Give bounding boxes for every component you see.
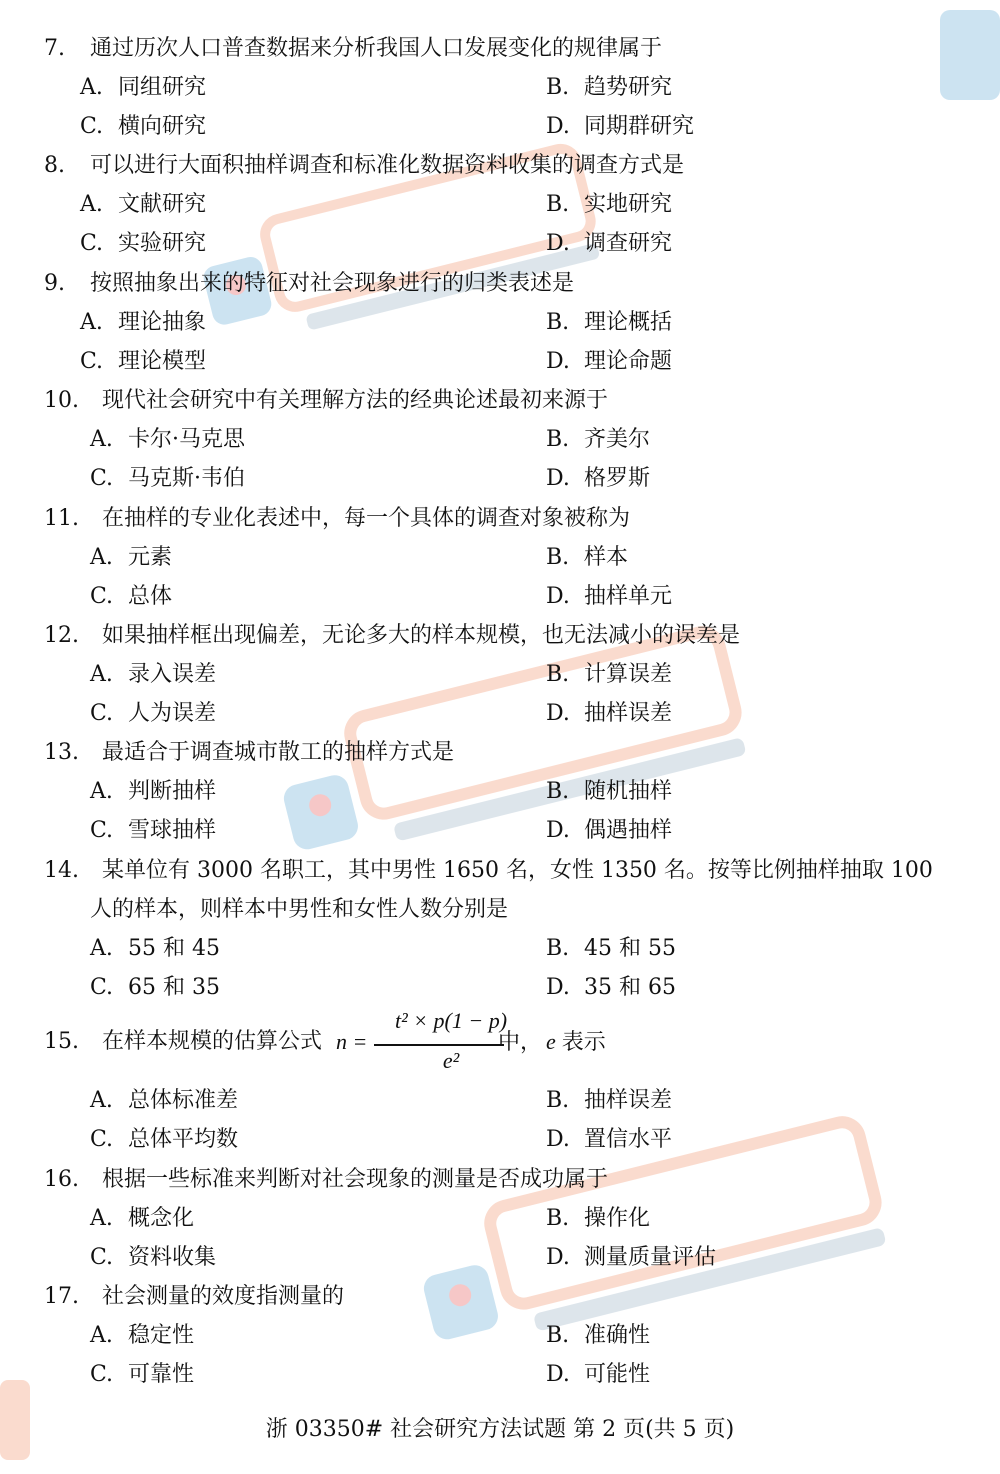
question-12 — [44, 620, 740, 652]
question-7 — [44, 33, 662, 65]
formula-lhs: n = — [336, 1029, 368, 1054]
option-c: C. 总体 — [90, 584, 173, 609]
question-text: 现代社会研究中有关理解方法的经典论述最初来源于 — [102, 388, 609, 413]
question-text: 某单位有 3000 名职工，其中男性 1650 名，女性 1350 名。按等比例抽样抽取 100 — [102, 858, 933, 883]
formula-bar — [374, 1044, 504, 1046]
question-text: 在样本规模的估算公式 — [102, 1029, 323, 1054]
option-d: D. 抽样误差 — [546, 701, 673, 726]
question-number: 10. — [44, 388, 79, 413]
question-number: 12. — [44, 623, 79, 648]
option-c: C. 人为误差 — [90, 701, 217, 726]
question-text: 通过历次人口普查数据来分析我国人口发展变化的规律属于 — [90, 36, 663, 61]
question-15-tail: 中， e 表示 — [498, 1029, 606, 1055]
option-d: D. 抽样单元 — [546, 584, 673, 609]
question-number: 15. — [44, 1029, 79, 1054]
question-text: 在抽样的专业化表述中，每一个具体的调查对象被称为 — [102, 506, 631, 531]
question-13 — [44, 737, 454, 769]
option-b: B. 齐美尔 — [546, 427, 651, 452]
option-a: A. 判断抽样 — [90, 779, 217, 804]
option-c: C. 可靠性 — [90, 1362, 195, 1387]
question-number: 16. — [44, 1167, 79, 1192]
question-number: 9. — [44, 271, 65, 296]
question-number: 13. — [44, 740, 79, 765]
option-b: B. 计算误差 — [546, 662, 673, 687]
question-10 — [44, 385, 608, 417]
option-a: A. 稳定性 — [90, 1323, 195, 1348]
option-a: A. 理论抽象 — [80, 310, 207, 335]
option-a: A. 文献研究 — [80, 192, 207, 217]
option-a: A. 总体标准差 — [90, 1088, 239, 1113]
question-text: 按照抽象出来的特征对社会现象进行的归类表述是 — [90, 271, 575, 296]
question-number: 11. — [44, 506, 79, 531]
question-15 — [44, 1026, 322, 1058]
option-b: B. 随机抽样 — [546, 779, 673, 804]
watermark-logo-icon — [255, 620, 775, 850]
option-a: A. 同组研究 — [80, 75, 207, 100]
option-b: B. 趋势研究 — [546, 75, 673, 100]
option-b: B. 抽样误差 — [546, 1088, 673, 1113]
question-number: 7. — [44, 36, 65, 61]
option-d: D. 调查研究 — [546, 231, 673, 256]
option-c: C. 总体平均数 — [90, 1127, 239, 1152]
question-16 — [44, 1164, 608, 1196]
option-c: C. 理论模型 — [80, 349, 207, 374]
option-c: C. 马克斯·韦伯 — [90, 466, 245, 491]
option-d: D. 偶遇抽样 — [546, 818, 673, 843]
question-number: 14. — [44, 858, 79, 883]
option-a: A. 55 和 45 — [90, 936, 220, 961]
question-8 — [44, 150, 684, 182]
watermark-corner-top-right — [930, 0, 1000, 110]
question-text: 如果抽样框出现偏差，无论多大的样本规模，也无法减小的误差是 — [102, 623, 741, 648]
question-14-continued: 人的样本，则样本中男性和女性人数分别是 — [90, 897, 509, 922]
question-number: 8. — [44, 153, 65, 178]
page-footer: 浙 03350# 社会研究方法试题 第 2 页(共 5 页) — [265, 1417, 735, 1442]
option-a: A. 录入误差 — [90, 662, 217, 687]
question-9 — [44, 268, 574, 300]
watermark-logo-2 — [255, 620, 775, 850]
option-b: B. 样本 — [546, 545, 629, 570]
option-b: B. 理论概括 — [546, 310, 673, 335]
question-14 — [44, 855, 933, 887]
option-b: B. 45 和 55 — [546, 936, 676, 961]
option-b: B. 操作化 — [546, 1206, 651, 1231]
option-b: B. 准确性 — [546, 1323, 651, 1348]
question-text: 最适合于调查城市散工的抽样方式是 — [102, 740, 455, 765]
option-b: B. 实地研究 — [546, 192, 673, 217]
option-d: D. 置信水平 — [546, 1127, 673, 1152]
option-d: D. 同期群研究 — [546, 114, 695, 139]
option-c: C. 65 和 35 — [90, 975, 220, 1000]
option-d: D. 35 和 65 — [546, 975, 676, 1000]
option-d: D. 格罗斯 — [546, 466, 651, 491]
question-text: 社会测量的效度指测量的 — [102, 1284, 345, 1309]
question-text: 可以进行大面积抽样调查和标准化数据资料收集的调查方式是 — [90, 153, 685, 178]
option-d: D. 理论命题 — [546, 349, 673, 374]
question-17 — [44, 1281, 344, 1313]
option-a: A. 元素 — [90, 545, 173, 570]
option-d: D. 可能性 — [546, 1362, 651, 1387]
option-a: A. 概念化 — [90, 1206, 195, 1231]
option-c: C. 雪球抽样 — [90, 818, 217, 843]
question-number: 17. — [44, 1284, 79, 1309]
question-11 — [44, 503, 630, 535]
option-c: C. 资料收集 — [90, 1245, 217, 1270]
option-c: C. 横向研究 — [80, 114, 207, 139]
formula-denominator: e² — [442, 1048, 460, 1073]
question-text: 根据一些标准来判断对社会现象的测量是否成功属于 — [102, 1167, 609, 1192]
formula-numerator: t² × p(1 − p) — [394, 1008, 508, 1033]
option-a: A. 卡尔·马克思 — [90, 427, 245, 452]
option-c: C. 实验研究 — [80, 231, 207, 256]
option-d: D. 测量质量评估 — [546, 1245, 717, 1270]
